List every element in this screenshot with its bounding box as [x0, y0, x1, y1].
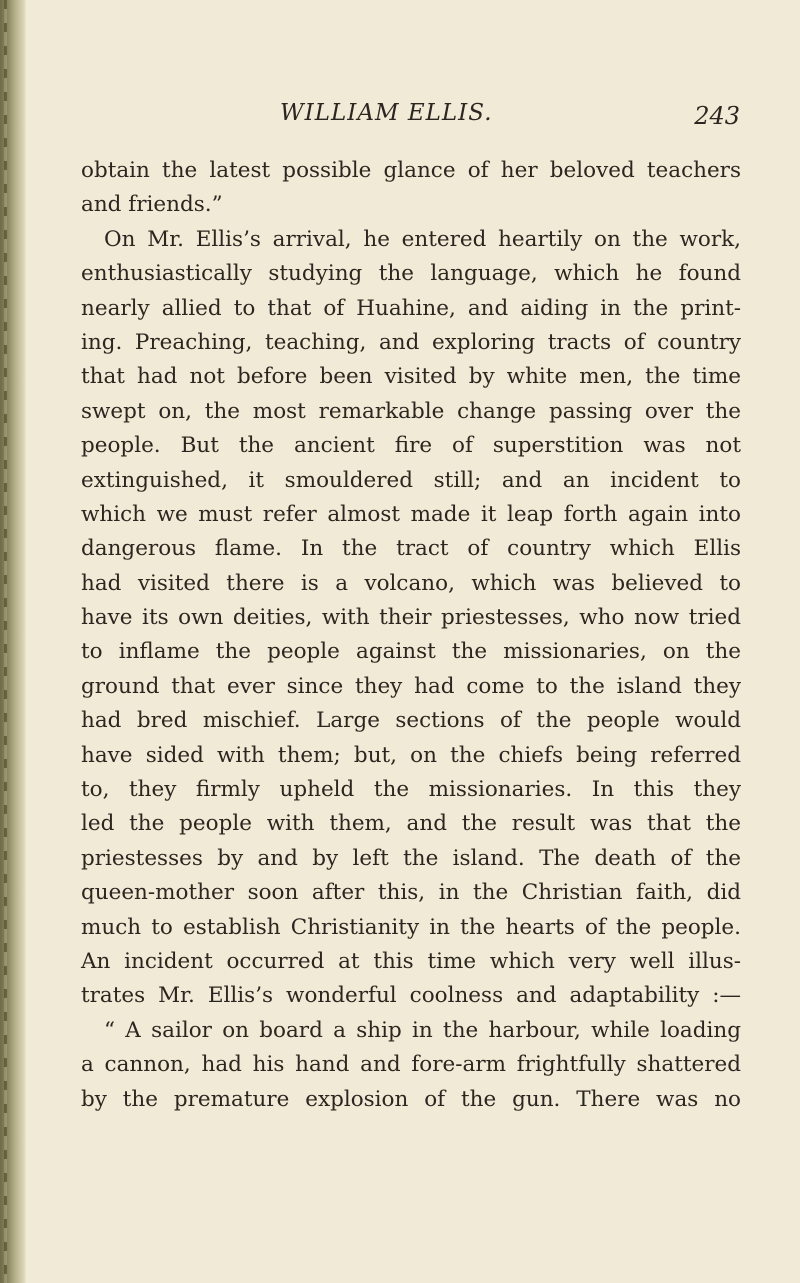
page-number: 243 [694, 102, 740, 130]
text-line: to, they firmly upheld the missionaries. In this they [81, 777, 741, 803]
text-line: had visited there is a volcano, which was believed to [81, 570, 741, 596]
text-line: queen-mother soon after this, in the Christian faith, did [81, 880, 741, 906]
text-line: obtain the latest possible glance of her beloved teachers [81, 158, 741, 183]
body-text [81, 154, 741, 1117]
text-line: enthusiastically studying the language, which he found [81, 261, 741, 287]
text-line: have sided with them; but, on the chiefs being referred [81, 742, 741, 768]
text-line: led the people with them, and the result was that the [81, 811, 741, 837]
text-line: to inflame the people against the missionaries, on the [81, 639, 741, 665]
text-line: extinguished, it smouldered still; and an incident to [81, 467, 741, 493]
text-line: nearly allied to that of Huahine, and aiding in the print- [81, 295, 741, 321]
text-line: by the premature explosion of the gun. There was no [81, 1086, 741, 1112]
text-line: that had not before been visited by white men, the time [81, 364, 741, 390]
text-line: “ A sailor on board a ship in the harbour, while loading [104, 1017, 741, 1043]
text-line: swept on, the most remarkable change passing over the [81, 398, 741, 424]
running-title: WILLIAM ELLIS. [280, 100, 493, 126]
text-line: trates Mr. Ellis’s wonderful coolness and adaptability :— [81, 983, 741, 1009]
text-line: and friends.” [81, 192, 223, 218]
text-line: have its own deities, with their priestesses, who now tried [81, 605, 741, 631]
text-line: people. But the ancient fire of superstition was not [81, 433, 741, 459]
text-line: On Mr. Ellis’s arrival, he entered heartily on the work, [104, 226, 741, 252]
page-binding-edge [0, 0, 26, 1283]
text-line: a cannon, had his hand and fore-arm frightfully shattered [81, 1052, 741, 1078]
text-line: dangerous flame. In the tract of country which Ellis [81, 536, 741, 562]
text-line: much to establish Christianity in the hearts of the people. [81, 914, 741, 940]
text-line: ing. Preaching, teaching, and exploring tracts of country [81, 329, 741, 355]
text-line: priestesses by and by left the island. The death of the [81, 845, 741, 871]
text-line: had bred mischief. Large sections of the people would [81, 708, 741, 734]
running-head [70, 100, 740, 144]
text-line: which we must refer almost made it leap forth again into [81, 501, 741, 527]
text-line: An incident occurred at this time which very well illus- [81, 948, 741, 974]
text-line: ground that ever since they had come to the island they [81, 673, 741, 699]
